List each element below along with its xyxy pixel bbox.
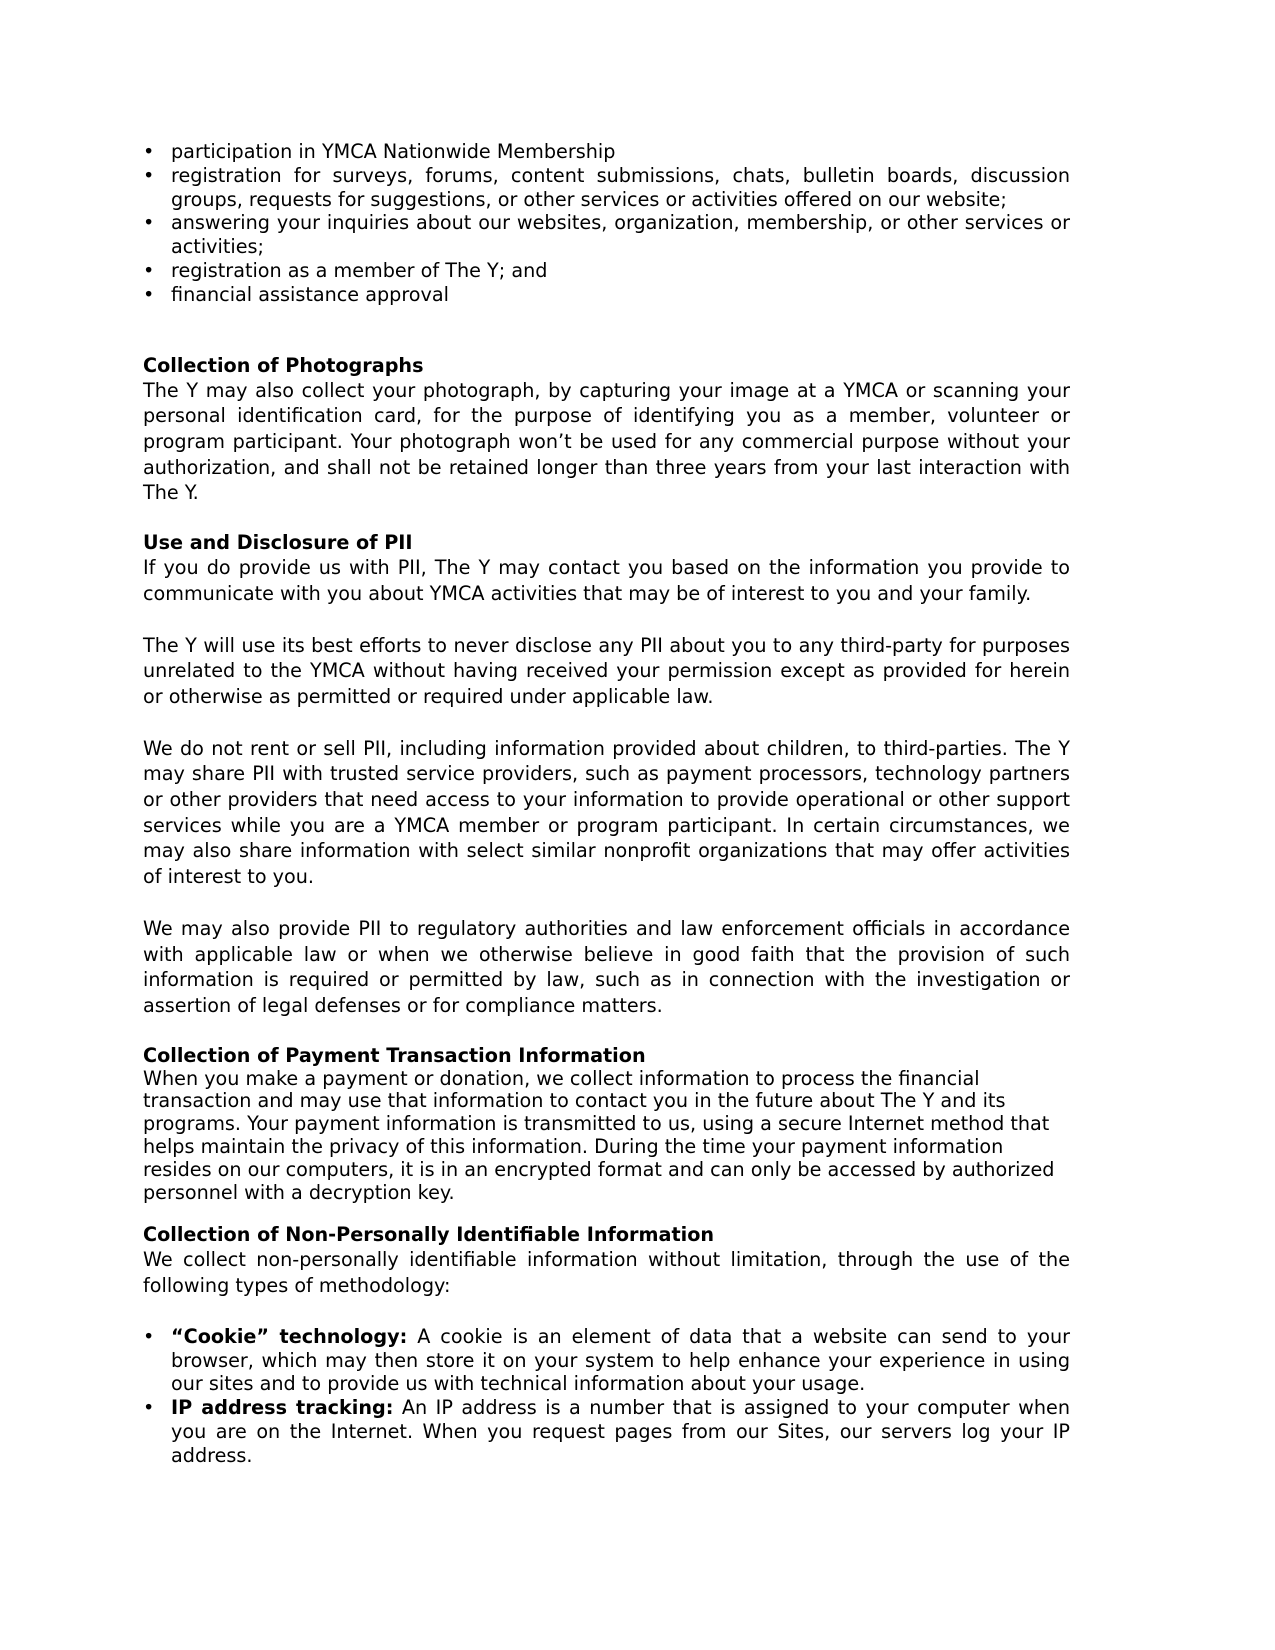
methodology-list bbox=[143, 1325, 1070, 1468]
photos-paragraph: The Y may also collect your photograph, by capturing your image at a YMCA or scanning your personal identification card, for the purpose of identifying you as a member, volunteer or program participant. Your photograph won’t be used for any commercial purpose without your authorization, and shall not be retained longer than three years from your last interaction with The Y. bbox=[143, 378, 1070, 505]
use-paragraph-2: The Y will use its best efforts to never disclose any PII about you to any third-party for purposes unrelated to the YMCA without having received your permission except as provided for herein or otherwise as permitted or required under applicable law. bbox=[143, 633, 1070, 708]
section-heading-photographs: Collection of Photographs bbox=[143, 353, 424, 377]
bullet-icon: • bbox=[143, 140, 155, 163]
payment-paragraph: When you make a payment or donation, we collect information to process the financial transaction and may use that information to contact you in the future about The Y and its programs. Your payment information is transmitted to us, using a secure Internet method that helps maintain the privacy of this information. During the time your payment information resides on our computers, it is in an encrypted format and can only be accessed by authorized personnel with a decryption key. bbox=[143, 1066, 1055, 1204]
section-heading-payment: Collection of Payment Transaction Information bbox=[143, 1043, 646, 1067]
use-paragraph-1: If you do provide us with PII, The Y may contact you based on the information you provide to communicate with you about YMCA activities that may be of interest to you and your family. bbox=[143, 556, 1070, 605]
list-term: “Cookie” technology: bbox=[171, 1324, 408, 1348]
bullet-icon: • bbox=[143, 258, 155, 282]
bullet-icon: • bbox=[143, 211, 155, 235]
bullet-icon: • bbox=[143, 163, 155, 187]
use-paragraph-4: We may also provide PII to regulatory authorities and law enforcement officials in accordance with applicable law or when we otherwise believe in good faith that the provision of such information is required or permitted by law, such as in connection with the investigation or assertion of legal defenses or for compliance matters. bbox=[143, 916, 1070, 1017]
list-item: • registration for surveys, forums, content submissions, chats, bulletin boards, discussion groups, requests for suggestions, or other services or activities offered on our website; bbox=[143, 163, 1070, 211]
non-pii-paragraph: We collect non-personally identifiable information without limitation, through the use of the following types of methodology: bbox=[143, 1248, 1070, 1298]
list-item: • answering your inquiries about our websites, organization, membership, or other services or activities; bbox=[143, 211, 1070, 259]
intro-list bbox=[143, 140, 1070, 307]
use-paragraph-3: We do not rent or sell PII, including information provided about children, to third-parties. The Y may share PII with trusted service providers, such as payment processors, technology partners or other providers that need access to your information to provide operational or other support services while you are a YMCA member or program participant. In certain circumstances, we may also share information with select similar nonprofit organizations that may offer activities of interest to you. bbox=[143, 736, 1070, 889]
section-heading-use-disclosure: Use and Disclosure of PII bbox=[143, 531, 413, 555]
bullet-icon: • bbox=[143, 1324, 155, 1348]
bullet-icon: • bbox=[143, 282, 155, 306]
payment-section bbox=[143, 1043, 1070, 1205]
list-term: IP address tracking: bbox=[171, 1396, 394, 1420]
section-heading-non-pii: Collection of Non-Personally Identifiable Information bbox=[143, 1223, 715, 1247]
list-item: • financial assistance approval bbox=[143, 282, 449, 306]
list-item: • participation in YMCA Nationwide Membership bbox=[143, 140, 616, 163]
list-item: • registration as a member of The Y; and bbox=[143, 258, 548, 282]
document-page bbox=[143, 140, 1070, 1468]
bullet-icon: • bbox=[143, 1396, 155, 1420]
list-item: • IP address tracking: An IP address is a number that is assigned to your computer when you are on the Internet. When you request pages from our Sites, our servers log your IP address. bbox=[143, 1396, 1070, 1467]
list-item: • “Cookie” technology: A cookie is an element of data that a website can send to your browser, which may then store it on your system to help enhance your experience in using our sites and to provide us with technical information about your usage. bbox=[143, 1324, 1070, 1396]
